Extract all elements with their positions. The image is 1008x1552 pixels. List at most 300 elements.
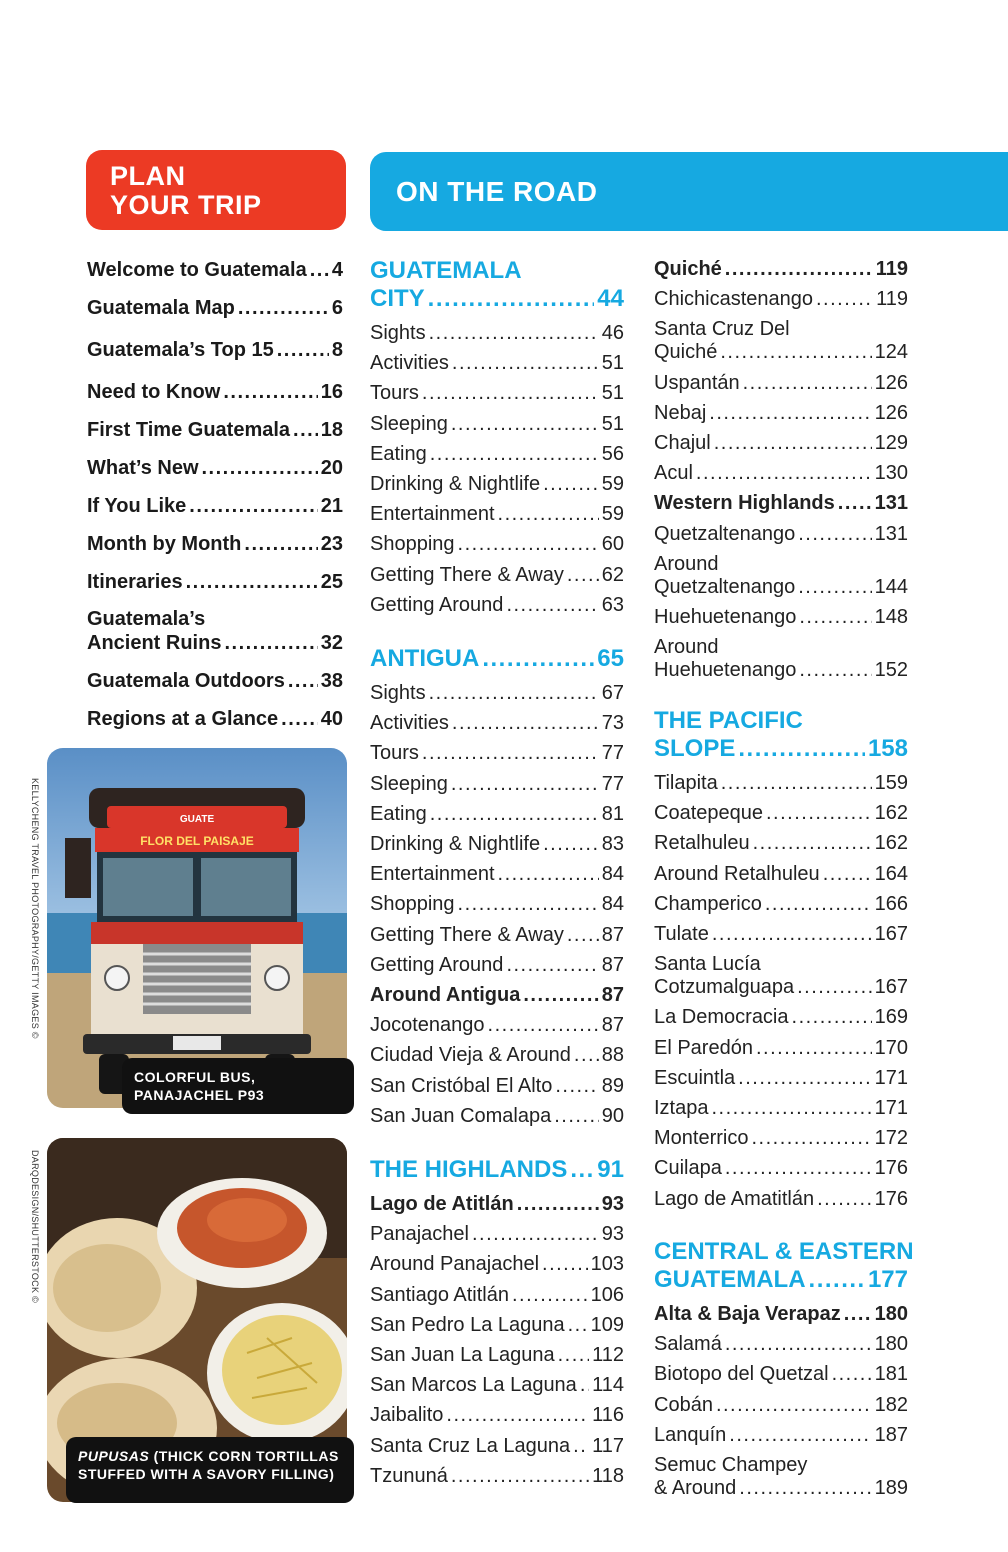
dot-leader bbox=[554, 1105, 599, 1128]
toc-entry bbox=[87, 570, 343, 594]
toc-entry-line1: Semuc Champey bbox=[654, 1454, 808, 1476]
dot-leader bbox=[725, 1333, 872, 1356]
dot-leader bbox=[711, 1097, 871, 1120]
toc-entry-page: 171 bbox=[874, 1066, 908, 1089]
toc-entry bbox=[370, 1465, 624, 1488]
toc-entry-page: 87 bbox=[601, 953, 624, 976]
toc-entry-page: 90 bbox=[601, 1104, 624, 1127]
dot-leader bbox=[224, 631, 317, 655]
toc-entry-title: Itineraries bbox=[87, 571, 183, 593]
toc-entry-page: 167 bbox=[874, 923, 908, 945]
toc-entry-title: Retalhuleu bbox=[654, 832, 750, 855]
toc-entry-page: 40 bbox=[320, 708, 343, 730]
dot-leader bbox=[293, 418, 318, 442]
toc-entry bbox=[370, 503, 624, 526]
toc-entry-title: Salamá bbox=[654, 1333, 722, 1356]
toc-entry-page: 131 bbox=[874, 522, 908, 545]
toc-entry-title: Activities bbox=[370, 712, 449, 735]
dot-leader bbox=[558, 1344, 590, 1367]
toc-entry bbox=[654, 372, 908, 395]
toc-entry-title: Cobán bbox=[654, 1393, 713, 1416]
dot-leader bbox=[422, 382, 599, 405]
dot-leader bbox=[756, 1037, 872, 1060]
dot-leader bbox=[751, 1127, 871, 1150]
section-heading-page: 65 bbox=[597, 645, 624, 672]
toc-entry-page: 4 bbox=[331, 259, 343, 281]
toc-entry-page: 162 bbox=[874, 832, 908, 855]
toc-entry-page: 51 bbox=[601, 382, 624, 405]
toc-entry-title: Around Retalhuleu bbox=[654, 862, 820, 885]
toc-entry-title: Ciudad Vieja & Around bbox=[370, 1044, 571, 1067]
toc-entry bbox=[654, 802, 908, 825]
toc-entry bbox=[87, 707, 343, 731]
dot-leader bbox=[696, 462, 872, 485]
pupusa-photo-credit: DARQDESIGN/SHUTTERSTOCK © bbox=[30, 1150, 40, 1303]
toc-entry-page: 114 bbox=[592, 1374, 624, 1397]
toc-entry-title: Eating bbox=[370, 802, 427, 825]
toc-entry-page: 181 bbox=[874, 1363, 908, 1386]
toc-entry-page: 126 bbox=[874, 371, 908, 394]
toc-entry-page: 6 bbox=[331, 297, 343, 319]
dot-leader bbox=[709, 402, 871, 425]
dot-leader bbox=[714, 432, 872, 455]
toc-entry-title: Around Panajachel bbox=[370, 1253, 540, 1276]
toc-entry bbox=[370, 773, 624, 796]
toc-entry-page: 46 bbox=[601, 322, 624, 344]
toc-entry-page: 59 bbox=[601, 473, 624, 495]
toc-entry bbox=[87, 338, 343, 362]
toc-entry-page: 51 bbox=[601, 412, 624, 435]
toc-entry-page: 51 bbox=[601, 352, 624, 375]
toc-entry-title: Drinking & Nightlife bbox=[370, 473, 541, 495]
toc-entry bbox=[654, 1037, 908, 1060]
toc-entry-title: Tulate bbox=[654, 923, 709, 945]
toc-entry bbox=[370, 1044, 624, 1067]
toc-entry-page: 38 bbox=[320, 670, 343, 692]
pupusa-caption-text: (THICK CORN TORTILLAS STUFFED WITH A SAVORY FILLING) bbox=[78, 1448, 339, 1482]
toc-entry-title: Tilapita bbox=[654, 772, 718, 794]
toc-entry-title: Quetzaltenango bbox=[654, 522, 796, 545]
toc-entry-title: Escuintla bbox=[654, 1066, 736, 1089]
toc-entry-title: Quiché bbox=[654, 258, 722, 280]
toc-entry-page: 180 bbox=[874, 1303, 908, 1325]
toc-entry bbox=[370, 682, 624, 705]
toc-entry-title: Getting There & Away bbox=[370, 563, 564, 586]
toc-entry-page: 119 bbox=[875, 258, 908, 280]
toc-entry-title: San Pedro La Laguna bbox=[370, 1313, 565, 1336]
dot-leader bbox=[458, 533, 599, 556]
toc-entry-title: San Cristóbal El Alto bbox=[370, 1074, 553, 1097]
toc-entry bbox=[654, 341, 908, 364]
toc-entry bbox=[370, 1344, 624, 1367]
toc-entry-page: 131 bbox=[874, 492, 908, 515]
dot-leader bbox=[288, 669, 318, 693]
bus-photo bbox=[47, 748, 347, 1108]
toc-entry-title: Month by Month bbox=[87, 533, 242, 555]
toc-entry bbox=[370, 1014, 624, 1037]
toc-entry bbox=[370, 533, 624, 556]
toc-entry-page: 169 bbox=[874, 1006, 908, 1029]
toc-entry-page: 119 bbox=[876, 288, 908, 311]
toc-entry-page: 87 bbox=[601, 923, 624, 946]
dot-leader bbox=[716, 1394, 872, 1417]
toc-entry bbox=[654, 976, 908, 999]
dot-leader bbox=[568, 1314, 588, 1337]
dot-leader bbox=[506, 954, 598, 977]
toc-entry bbox=[370, 564, 624, 587]
toc-entry bbox=[654, 1303, 908, 1326]
dot-leader bbox=[738, 735, 865, 763]
toc-entry-title: Shopping bbox=[370, 893, 455, 916]
toc-entry-title: & Around bbox=[654, 1477, 737, 1499]
toc-entry-page: 56 bbox=[601, 442, 624, 465]
section-heading-title: CITY bbox=[370, 285, 425, 312]
dot-leader bbox=[823, 863, 872, 886]
toc-entry-title: Getting Around bbox=[370, 953, 504, 976]
dot-leader bbox=[543, 473, 599, 496]
dot-leader bbox=[451, 413, 599, 436]
toc-entry-page: 187 bbox=[874, 1423, 908, 1446]
toc-entry bbox=[654, 863, 908, 886]
dot-leader bbox=[223, 380, 317, 404]
dot-leader bbox=[743, 372, 872, 395]
toc-entry-page: 73 bbox=[601, 712, 624, 735]
dot-leader bbox=[542, 1253, 588, 1276]
toc-entry-page: 176 bbox=[874, 1187, 908, 1210]
toc-entry bbox=[370, 594, 624, 617]
dot-leader bbox=[567, 564, 599, 587]
toc-entry bbox=[654, 1424, 908, 1447]
toc-entry-title: If You Like bbox=[87, 495, 187, 517]
toc-entry-page: 180 bbox=[874, 1333, 908, 1356]
toc-entry-line1: Around bbox=[654, 636, 719, 659]
toc-entry-page: 152 bbox=[874, 659, 908, 682]
toc-entry bbox=[654, 1157, 908, 1180]
toc-entry-page: 118 bbox=[592, 1464, 624, 1487]
toc-entry-title: Alta & Baja Verapaz bbox=[654, 1303, 841, 1325]
dot-leader bbox=[277, 338, 329, 362]
toc-entry bbox=[370, 712, 624, 735]
dot-leader bbox=[422, 742, 599, 765]
dot-leader bbox=[838, 492, 872, 515]
toc-entry-page: 16 bbox=[320, 381, 343, 403]
toc-entry-line1: Around bbox=[654, 552, 719, 575]
dot-leader bbox=[472, 1223, 599, 1246]
dot-leader bbox=[721, 772, 872, 795]
toc-entry-title: Getting There & Away bbox=[370, 923, 564, 946]
toc-entry bbox=[87, 532, 343, 556]
section-heading-title: GUATEMALA bbox=[654, 1266, 806, 1293]
toc-entry-title: Tours bbox=[370, 382, 419, 405]
toc-entry-title: Lago de Amatitlán bbox=[654, 1187, 815, 1210]
dot-leader bbox=[189, 494, 317, 518]
section-heading bbox=[370, 1156, 624, 1184]
toc-entry bbox=[654, 1333, 908, 1356]
toc-entry-title: Huehuetenango bbox=[654, 606, 797, 628]
toc-entry bbox=[370, 803, 624, 826]
toc-entry bbox=[654, 1127, 908, 1150]
toc-entry-title: Regions at a Glance bbox=[87, 708, 279, 730]
toc-entry-page: 159 bbox=[874, 772, 908, 794]
toc-entry-page: 83 bbox=[601, 833, 624, 855]
section-heading bbox=[654, 1266, 908, 1294]
toc-entry-page: 89 bbox=[601, 1074, 624, 1097]
toc-entry-page: 23 bbox=[320, 533, 343, 555]
toc-entry-title: Tours bbox=[370, 742, 419, 765]
bus-top-sign: GUATE bbox=[179, 814, 215, 825]
toc-entry-page: 62 bbox=[601, 563, 624, 586]
toc-entry-title: Ancient Ruins bbox=[87, 632, 222, 654]
toc-entry-title: Activities bbox=[370, 352, 449, 375]
toc-entry-page: 124 bbox=[874, 341, 908, 364]
toc-entry-title: Champerico bbox=[654, 892, 762, 915]
toc-entry-page: 67 bbox=[601, 682, 624, 704]
dot-leader bbox=[573, 1435, 589, 1458]
toc-entry bbox=[87, 669, 343, 693]
toc-entry bbox=[654, 923, 908, 946]
toc-entry bbox=[654, 772, 908, 795]
toc-entry bbox=[87, 418, 343, 442]
toc-entry-page: 18 bbox=[320, 419, 343, 441]
dot-leader bbox=[430, 803, 599, 826]
dot-leader bbox=[817, 1188, 872, 1211]
toc-entry-page: 63 bbox=[601, 593, 624, 616]
bus-photo-credit: KELLYCHENG TRAVEL PHOTOGRAPHY/GETTY IMAGES © bbox=[30, 778, 40, 1039]
toc-entry-page: 117 bbox=[592, 1434, 624, 1457]
dot-leader bbox=[429, 322, 599, 345]
section-heading-page: 44 bbox=[597, 285, 624, 312]
toc-entry-title: Uspantán bbox=[654, 371, 740, 394]
dot-leader bbox=[816, 288, 873, 311]
dot-leader bbox=[310, 258, 329, 282]
toc-entry bbox=[370, 1435, 624, 1458]
toc-entry bbox=[654, 1097, 908, 1120]
toc-entry-page: 106 bbox=[590, 1283, 624, 1306]
toc-entry-page: 93 bbox=[601, 1193, 624, 1215]
toc-entry bbox=[654, 576, 908, 599]
toc-entry bbox=[654, 1188, 908, 1211]
section-heading-line1: THE PACIFIC bbox=[654, 707, 803, 734]
toc-entry bbox=[370, 984, 624, 1007]
dot-leader bbox=[506, 594, 598, 617]
toc-entry-page: 59 bbox=[601, 503, 624, 526]
dot-leader bbox=[792, 1006, 872, 1029]
toc-entry-page: 129 bbox=[874, 432, 908, 454]
toc-entry-page: 171 bbox=[874, 1097, 908, 1119]
toc-entry bbox=[370, 1284, 624, 1307]
toc-entry bbox=[654, 258, 908, 281]
toc-entry-title: First Time Guatemala bbox=[87, 419, 291, 441]
toc-entry-title: Sights bbox=[370, 322, 426, 344]
toc-entry-title: El Paredón bbox=[654, 1036, 753, 1059]
dot-leader bbox=[725, 1157, 872, 1180]
toc-entry bbox=[87, 494, 343, 518]
pupusa-caption bbox=[66, 1437, 354, 1503]
toc-entry-page: 182 bbox=[874, 1393, 908, 1416]
toc-entry-title: Coatepeque bbox=[654, 802, 763, 825]
dot-leader bbox=[186, 570, 318, 594]
toc-entry-title: Panajachel bbox=[370, 1223, 469, 1246]
toc-entry-line1: Santa Lucía bbox=[654, 953, 761, 976]
dot-leader bbox=[555, 1075, 598, 1098]
dot-leader bbox=[452, 352, 599, 375]
toc-entry bbox=[370, 1404, 624, 1427]
toc-entry-page: 148 bbox=[874, 606, 908, 628]
toc-entry-page: 25 bbox=[320, 571, 343, 593]
toc-entry-title: San Juan La Laguna bbox=[370, 1344, 555, 1366]
dot-leader bbox=[738, 1067, 871, 1090]
toc-entry bbox=[654, 523, 908, 546]
toc-entry bbox=[654, 402, 908, 425]
dot-leader bbox=[429, 682, 599, 705]
toc-entry-page: 167 bbox=[874, 976, 908, 999]
toc-entry bbox=[654, 1006, 908, 1029]
toc-entry-page: 20 bbox=[320, 457, 343, 479]
bus-caption: COLORFUL BUS, PANAJACHEL P93 bbox=[122, 1058, 354, 1114]
toc-entry-page: 170 bbox=[874, 1036, 908, 1059]
toc-entry-title: Around Antigua bbox=[370, 984, 521, 1006]
toc-entry-title: San Marcos La Laguna bbox=[370, 1374, 577, 1397]
toc-entry-title: Sleeping bbox=[370, 412, 448, 435]
section-heading-title: THE HIGHLANDS bbox=[370, 1156, 568, 1183]
toc-entry-title: Guatemala’s Top 15 bbox=[87, 339, 274, 361]
dot-leader bbox=[725, 258, 873, 281]
toc-entry-title: Entertainment bbox=[370, 503, 495, 526]
toc-entry-title: Santa Cruz La Laguna bbox=[370, 1434, 571, 1457]
toc-entry-page: 77 bbox=[601, 742, 624, 765]
dot-leader bbox=[567, 924, 599, 947]
toc-entry-page: 84 bbox=[601, 893, 624, 916]
toc-entry-page: 189 bbox=[874, 1477, 908, 1499]
toc-entry-page: 32 bbox=[320, 632, 343, 654]
dot-leader bbox=[244, 532, 317, 556]
toc-entry bbox=[87, 456, 343, 480]
dot-leader bbox=[488, 1014, 599, 1037]
toc-entry bbox=[370, 1314, 624, 1337]
toc-entry-title: Santiago Atitlán bbox=[370, 1283, 509, 1306]
toc-entry-page: 112 bbox=[592, 1344, 624, 1366]
dot-leader bbox=[482, 645, 594, 673]
dot-leader bbox=[428, 285, 595, 313]
pupusa-caption-name: PUPUSAS bbox=[78, 1448, 150, 1464]
dot-leader bbox=[452, 712, 599, 735]
toc-entry-page: 164 bbox=[874, 862, 908, 885]
toc-entry bbox=[370, 382, 624, 405]
toc-entry-title: Lanquín bbox=[654, 1423, 727, 1446]
toc-entry-title: Shopping bbox=[370, 533, 455, 556]
toc-entry bbox=[370, 1253, 624, 1276]
toc-entry-page: 60 bbox=[601, 533, 624, 556]
toc-entry bbox=[654, 288, 908, 311]
dot-leader bbox=[238, 296, 329, 320]
toc-entry bbox=[370, 443, 624, 466]
toc-entry-page: 172 bbox=[874, 1127, 908, 1150]
plan-your-trip-header: PLAN YOUR TRIP bbox=[86, 150, 346, 230]
toc-entry-title: Chichicastenango bbox=[654, 288, 813, 311]
toc-entry-title: Drinking & Nightlife bbox=[370, 833, 541, 855]
toc-entry-page: 166 bbox=[874, 892, 908, 915]
toc-entry bbox=[370, 742, 624, 765]
dot-leader bbox=[797, 976, 872, 999]
toc-entry-page: 8 bbox=[331, 339, 343, 361]
toc-entry-page: 93 bbox=[601, 1223, 624, 1246]
toc-entry bbox=[370, 1193, 624, 1216]
bus-front-sign: FLOR DEL PAISAJE bbox=[140, 834, 254, 848]
dot-leader bbox=[712, 923, 872, 946]
dot-leader bbox=[570, 1156, 594, 1184]
section-heading-title: SLOPE bbox=[654, 735, 736, 762]
toc-entry-title: Western Highlands bbox=[654, 492, 835, 515]
dot-leader bbox=[458, 893, 599, 916]
toc-entry-title: Monterrico bbox=[654, 1127, 749, 1150]
section-heading-line1: CENTRAL & EASTERN bbox=[654, 1238, 914, 1265]
toc-entry bbox=[654, 432, 908, 455]
toc-entry-title: Need to Know bbox=[87, 381, 221, 403]
dot-leader bbox=[498, 863, 599, 886]
toc-entry bbox=[370, 954, 624, 977]
dot-leader bbox=[430, 443, 599, 466]
toc-entry bbox=[370, 1223, 624, 1246]
toc-entry bbox=[370, 473, 624, 496]
section-heading-page: 158 bbox=[867, 735, 908, 762]
dot-leader bbox=[799, 606, 871, 629]
toc-entry-page: 109 bbox=[590, 1313, 624, 1336]
toc-entry bbox=[654, 1363, 908, 1386]
toc-entry-title: Guatemala Map bbox=[87, 297, 235, 319]
dot-leader bbox=[446, 1404, 589, 1427]
dot-leader bbox=[451, 1465, 589, 1488]
toc-entry-title: Acul bbox=[654, 462, 693, 485]
toc-entry-page: 21 bbox=[320, 495, 343, 517]
toc-entry-page: 84 bbox=[601, 863, 624, 886]
dot-leader bbox=[753, 832, 872, 855]
dot-leader bbox=[844, 1303, 872, 1326]
toc-entry-line1: Guatemala’s bbox=[87, 608, 206, 630]
toc-entry bbox=[370, 322, 624, 345]
toc-entry-line1: Santa Cruz Del bbox=[654, 318, 790, 341]
toc-entry-title: Cotzumalguapa bbox=[654, 976, 795, 999]
toc-entry-page: 144 bbox=[874, 575, 908, 598]
toc-entry bbox=[654, 1477, 908, 1500]
toc-entry-page: 88 bbox=[601, 1044, 624, 1067]
dot-leader bbox=[543, 833, 599, 856]
toc-entry-title: Cuilapa bbox=[654, 1157, 722, 1180]
toc-entry-title: Lago de Atitlán bbox=[370, 1193, 514, 1215]
toc-entry-title: Quetzaltenango bbox=[654, 575, 796, 598]
dot-leader bbox=[765, 893, 872, 916]
dot-leader bbox=[451, 773, 599, 796]
toc-entry bbox=[87, 631, 343, 655]
toc-entry bbox=[370, 1075, 624, 1098]
dot-leader bbox=[202, 456, 318, 480]
toc-entry bbox=[654, 893, 908, 916]
toc-entry-title: Nebaj bbox=[654, 401, 707, 424]
dot-leader bbox=[739, 1477, 871, 1500]
dot-leader bbox=[580, 1374, 589, 1397]
toc-entry-page: 77 bbox=[601, 772, 624, 795]
toc-entry-title: Guatemala Outdoors bbox=[87, 670, 285, 692]
toc-entry bbox=[654, 492, 908, 515]
toc-entry bbox=[370, 1374, 624, 1397]
dot-leader bbox=[498, 503, 599, 526]
dot-leader bbox=[798, 523, 871, 546]
toc-entry-title: Jocotenango bbox=[370, 1014, 485, 1037]
toc-entry-title: Chajul bbox=[654, 432, 711, 454]
toc-entry bbox=[654, 606, 908, 629]
dot-leader bbox=[281, 707, 318, 731]
toc-entry-page: 126 bbox=[874, 401, 908, 424]
toc-entry-title: Quiché bbox=[654, 341, 718, 364]
